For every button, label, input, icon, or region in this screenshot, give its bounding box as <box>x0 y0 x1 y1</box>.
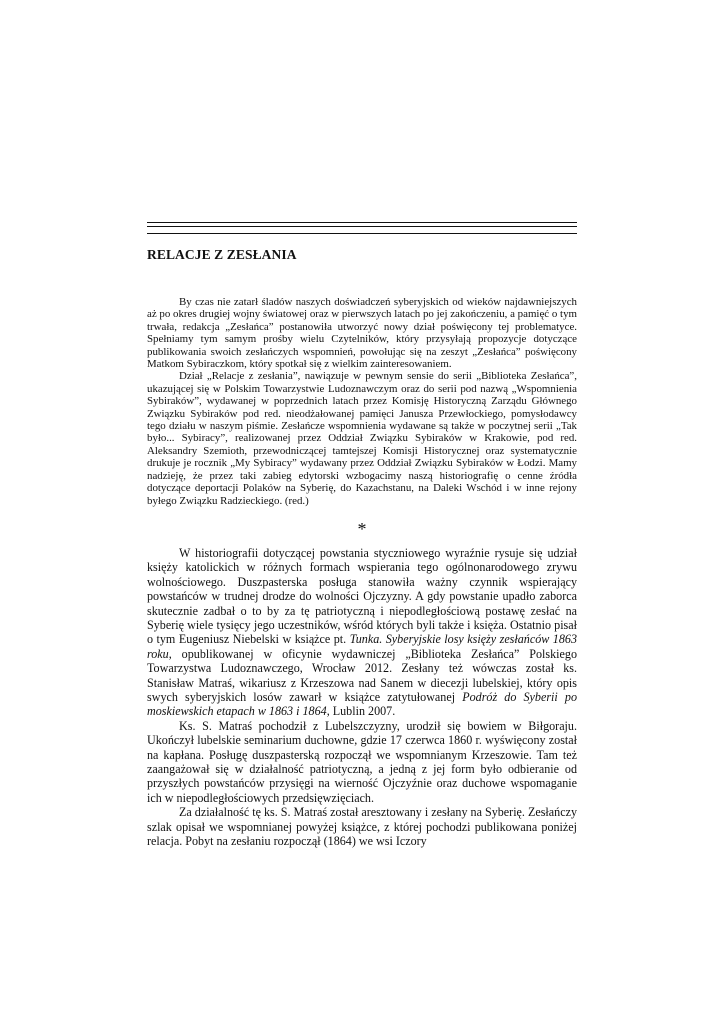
editorial-intro <box>147 296 577 507</box>
intro-paragraph-1: By czas nie zatarł śladów naszych doświadczeń syberyjskich od wieków najdawniejszych aż po okres drugiej wojny światowej oraz w pierwszych latach po jej zakończeniu, a pamięć o tym trwała, redakcja „Zesłańca” postanowiła utworzyć nowy dział poświęcony tej problematyce. Spełniamy tym samym prośby wielu Czytelników, który przysyłają propozycje dotyczące publikowania swoich zesłańczych wspomnień, powołując się na zeszyt „Zesłańca” poświęcony Matkom Sybiraczkom, który spotkał się z wielkim zainteresowaniem. <box>147 296 577 371</box>
body-paragraph-2: Ks. S. Matraś pochodził z Lubelszczyzny, urodził się bowiem w Biłgoraju. Ukończył lubelskie seminarium duchowne, gdzie 17 czerwca 1860 r. wyświęcony został na kapłana. Posługę duszpasterską rozpoczął we wspomnianym Krzeszowie. Tam też zaangażował się w działalność patriotyczną, a jedną z jej form było odbieranie od przyszłych powstańców przysięgi na wierność Ojczyźnie oraz duchowe wspomaganie ich w niepodległościowych przedsięwzięciach. <box>147 718 577 805</box>
article-body <box>147 546 577 849</box>
book-title-podroz: Podróż do Syberii po moskiewskich etapach w 1863 i 1864 <box>147 689 577 719</box>
section-title: RELACJE Z ZESŁANIA <box>147 247 297 262</box>
body-paragraph-1 <box>147 546 577 719</box>
book-title-tunka: Tunka. Syberyjskie losy księży zesłańców 1863 roku <box>147 632 577 661</box>
body-p1-text-c: , Lublin 2007. <box>326 704 396 719</box>
section-divider-asterisk: * <box>357 518 367 539</box>
body-p1-text-a: W historiografii dotyczącej powstania styczniowego wyraźnie rysuje się udział księży katolickich w różnych formach wspierania tego ogólnonarodowego zrywu wolnościowego. Duszpasterska posługa stanowiła ważny czynnik wspierający powstańców w trudnej drodze do wolności Ojczyzny. A gdy powstanie upadło zaborca skutecznie zadbał o to by za tę patriotyczną i niepodległościową postawę zesłać na Syberię wiele tysięcy jego uczestników, wśród których byli także i księża. Ostatnio pisał o tym Eugeniusz Niebelski w książce pt. <box>147 545 577 647</box>
intro-paragraph-2: Dział „Relacje z zesłania”, nawiązuje w pewnym sensie do serii „Biblioteka Zesłańca”, ukazującej się w Polskim Towarzystwie Ludoznawczym oraz do serii pod nazwą „Wspomnienia Sybiraków”, wydawanej w poprzednich latach przez Komisję Historyczną Zarządu Głównego Związku Sybiraków pod red. nieodżałowanej pamięci Janusza Przewłockiego, pomysłodawcy tego działu w naszym piśmie. Zesłańcze wspomnienia wydawane są także w poczytnej serii „Tak było... Sybiracy”, realizowanej przez Oddział Związku Sybiraków w Krakowie, pod red. Aleksandry Szemioth, przewodniczącej tamtejszej Komisji Historycznej oraz systematycznie drukuje je rocznik „My Sybiracy” wydawany przez Oddział Związku Sybiraków w Łodzi. Mamy nadzieję, że przez taki zabieg edytorski wzbogacimy naszą historiografię o cenne źródła dotyczące deportacji Polaków na Syberię, do Kazachstanu, na Daleki Wschód i w inne rejony byłego Związku Radzieckiego. (red.) <box>147 370 577 507</box>
body-paragraph-3: Za działalność tę ks. S. Matraś został aresztowany i zesłany na Syberię. Zesłańczy szlak opisał we wspomnianej powyżej książce, z której pochodzi publikowana poniżej relacja. Pobyt na zesłaniu rozpoczął (1864) we wsi Iczory <box>147 805 577 849</box>
page-content <box>147 222 577 848</box>
body-p1-text-b: , opublikowanej w oficynie wydawniczej „Biblioteka Zesłańca” Polskiego Towarzystwa Ludoznawczego, Wrocław 2012. Zesłany też wówczas został ks. Stanisław Matraś, wikariusz z Krzeszowa nad Sanem w diecezji lubelskiej, który opis swych syberyjskich losów zawarł w książce zatytułowanej <box>147 646 577 704</box>
header-rule <box>147 222 577 234</box>
